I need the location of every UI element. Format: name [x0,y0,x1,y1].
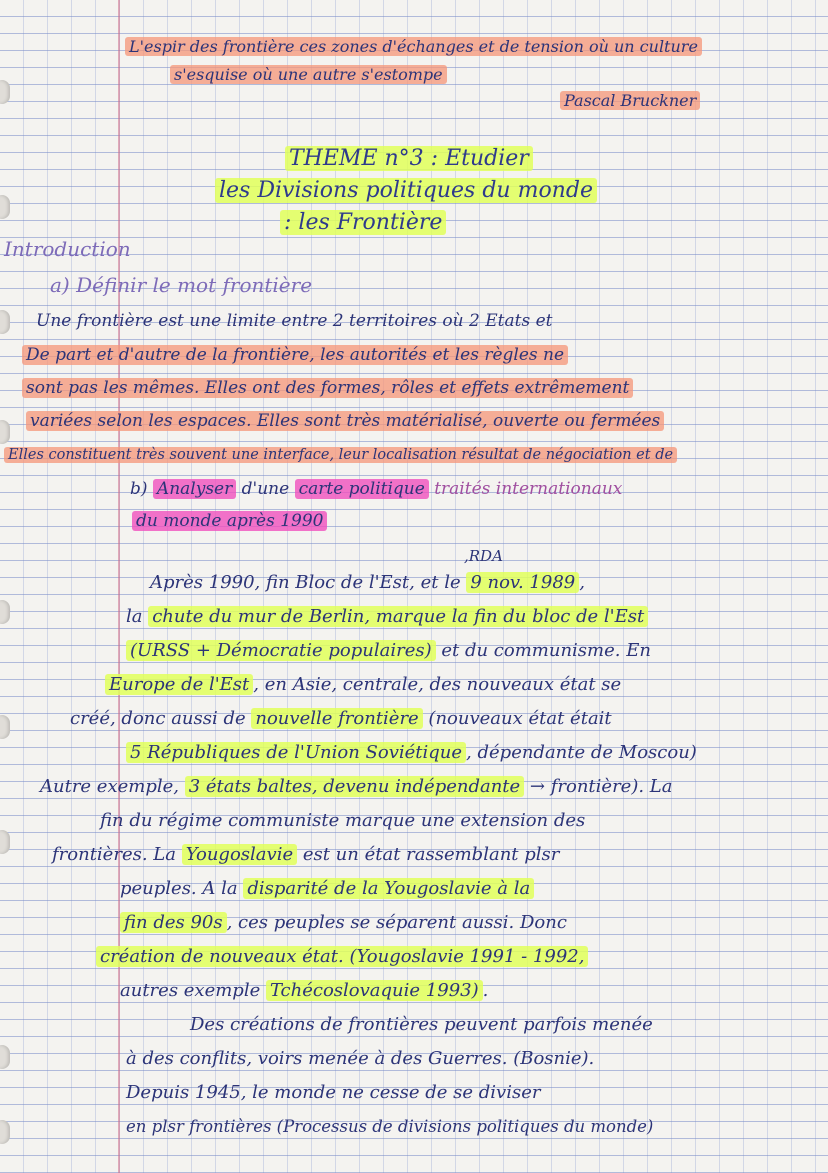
body-text: → frontière). La [524,776,673,797]
section-b-highlight-1: Analyser [153,479,236,499]
section-b-highlight-2: carte politique [295,479,429,499]
body-line [126,1082,540,1104]
punch-hole [0,80,10,104]
body-text: Autre exemple, [40,776,185,797]
rda-note: ,RDA [464,547,503,565]
body-line [126,1048,594,1070]
introduction-heading: Introduction [4,237,131,261]
theme-title-1 [285,148,533,170]
section-b-line-2-text: du monde après 1990 [132,511,327,531]
body-highlight: (URSS + Démocratie populaires) [126,640,436,661]
body-text: Depuis 1945, le monde ne cesse de se diviser [126,1082,541,1103]
body-text: autres exemple [120,980,266,1001]
body-text: et du communisme. En [435,640,651,661]
body-highlight: nouvelle frontière [251,708,422,729]
body-line [126,742,697,764]
quote-author-text: Pascal Bruckner [560,91,700,110]
body-line [70,708,612,730]
punch-hole [0,195,10,219]
body-text: Des créations de frontières peuvent parfois menée [190,1014,653,1035]
body-text: en plsr frontières (Processus de divisions politiques du monde) [126,1117,654,1136]
punch-hole [0,1045,10,1069]
body-highlight: disparité de la Yougoslavie à la [243,878,534,899]
body-text: est un état rassemblant plsr [297,844,560,865]
quote-line-1-text: L'espir des frontière ces zones d'échanges et de tension où un culture [125,37,702,56]
section-b-prefix: b) [130,479,148,499]
body-highlight: création de nouveaux état. (Yougoslavie 1991 - 1992, [96,946,588,967]
definition-line-3 [22,377,633,399]
definition-line-1: Une frontière est une limite entre 2 territoires où 2 Etats et [36,311,553,331]
section-b-line-2 [132,510,327,532]
body-line [126,640,651,662]
punch-hole [0,420,10,444]
theme-title-2-text: les Divisions politiques du monde [215,178,597,203]
theme-title-1-text: THEME n°3 : Etudier [285,146,533,171]
body-highlight: Yougoslavie [182,844,297,865]
body-line [96,946,588,968]
quote-line-1 [125,36,702,58]
body-text: créé, donc aussi de [70,708,252,729]
body-highlight: fin des 90s [120,912,227,933]
section-b-line-1 [130,478,622,500]
body-highlight: chute du mur de Berlin, marque la fin du bloc de l'Est [148,606,648,627]
definition-line-2 [22,344,568,366]
body-line [190,1014,653,1036]
body-line [120,980,488,1002]
punch-hole [0,1120,10,1144]
quote-line-2 [170,64,447,86]
punch-hole [0,830,10,854]
body-text: la [126,606,149,627]
body-line [126,606,648,628]
body-highlight: 5 Républiques de l'Union Soviétique [126,742,466,763]
body-line [120,878,534,900]
body-line [126,1116,653,1138]
body-text: . [482,980,489,1001]
theme-title-3 [280,212,446,234]
definition-line-3-text: sont pas les mêmes. Elles ont des formes, rôles et effets extrêmement [22,378,633,398]
punch-hole [0,715,10,739]
body-text: , en Asie, centrale, des nouveaux état se [253,674,622,695]
body-highlight: Europe de l'Est [105,674,253,695]
definition-line-4-text: variées selon les espaces. Elles sont très matérialisé, ouverte ou fermées [26,411,664,431]
definition-line-2-text: De part et d'autre de la frontière, les autorités et les règles ne [22,345,568,365]
body-line [40,776,672,798]
definition-line-5 [4,444,677,466]
section-b-end: traités internationaux [434,479,623,499]
definition-line-5-text: Elles constituent très souvent une interface, leur localisation résultat de négociation et de [4,447,677,463]
theme-title-2 [215,180,597,202]
body-line [100,810,585,832]
punch-hole [0,310,10,334]
section-b-middle: d'une [241,479,290,499]
body-line [150,572,585,594]
body-text: fin du régime communiste marque une extension des [100,810,586,831]
body-line [105,674,621,696]
body-highlight: 9 nov. 1989 [466,572,579,593]
body-text: (nouveaux état était [422,708,612,729]
body-highlight: 3 états baltes, devenu indépendante [185,776,525,797]
body-text: à des conflits, voirs menée à des Guerres. (Bosnie). [126,1048,595,1069]
punch-hole [0,600,10,624]
body-line [52,844,559,866]
body-text: peuples. A la [120,878,244,899]
body-text: , dépendante de Moscou) [466,742,697,763]
theme-title-3-text: : les Frontière [280,210,446,235]
body-text: , [579,572,585,593]
quote-author [560,90,700,112]
section-a-heading: a) Définir le mot frontière [50,273,313,297]
body-text: , ces peuples se séparent aussi. Donc [226,912,567,933]
body-line [120,912,567,934]
body-text: Après 1990, fin Bloc de l'Est, et le [150,572,467,593]
body-text: frontières. La [52,844,182,865]
body-highlight: Tchécoslovaquie 1993) [266,980,483,1001]
definition-line-4 [26,410,664,432]
quote-line-2-text: s'esquise où une autre s'estompe [170,65,447,84]
